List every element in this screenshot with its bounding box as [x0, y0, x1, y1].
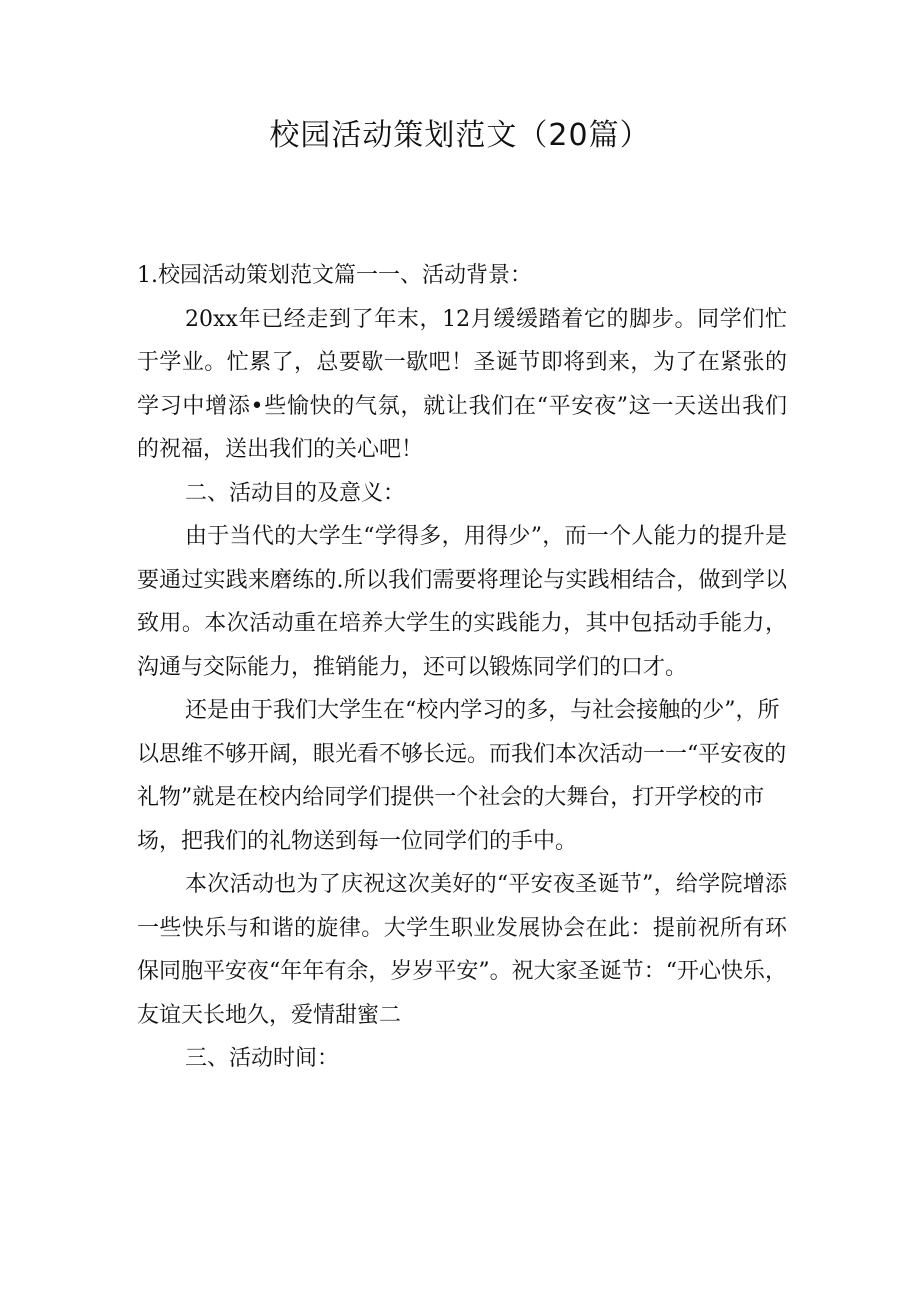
- paragraph-purpose-1: 由于当代的大学生“学得多，用得少”，而一个人能力的提升是要通过实践来磨练的.所以我们需要将理论与实践相结合，做到学以致用。本次活动重在培养大学生的实践能力，其中包括动手能力，沟通与交际能力，推销能力，还可以锻炼同学们的口才。: [137, 524, 787, 680]
- document-title: 校园活动策划范文（20篇）: [269, 118, 651, 153]
- section-heading-purpose: 二、活动目的及意义：: [185, 480, 406, 506]
- section-heading-time: 三、活动时间：: [185, 1046, 340, 1071]
- paragraph-purpose-2: 还是由于我们大学生在“校内学习的多，与社会接触的少”，所以思维不够开阔，眼光看不够长远。而我们本次活动一一“平安夜的礼物”就是在校内给同学们提供一个社会的大舞台，打开学校的市场，把我们的礼物送到每一位同学们的手中。: [137, 698, 787, 854]
- section-heading-background: 1.校园活动策划范文篇一一、活动背景：: [137, 263, 532, 288]
- document-body: [137, 254, 787, 1081]
- paragraph-purpose-3: 本次活动也为了庆祝这次美好的“平安夜圣诞节”，给学院增添一些快乐与和谐的旋律。大学生职业发展协会在此：提前祝所有环保同胞平安夜“年年有余，岁岁平安”。祝大家圣诞节：“开心快乐，友谊天长地久，爱情甜蜜二: [137, 872, 787, 1028]
- paragraph-background: 20xx年已经走到了年末，12月缓缓踏着它的脚步。同学们忙于学业。忙累了，总要歇一歇吧！圣诞节即将到来，为了在紧张的学习中增添•些愉快的气氛，就让我们在“平安夜”这一天送出我们的祝福，送出我们的关心吧！: [137, 306, 787, 462]
